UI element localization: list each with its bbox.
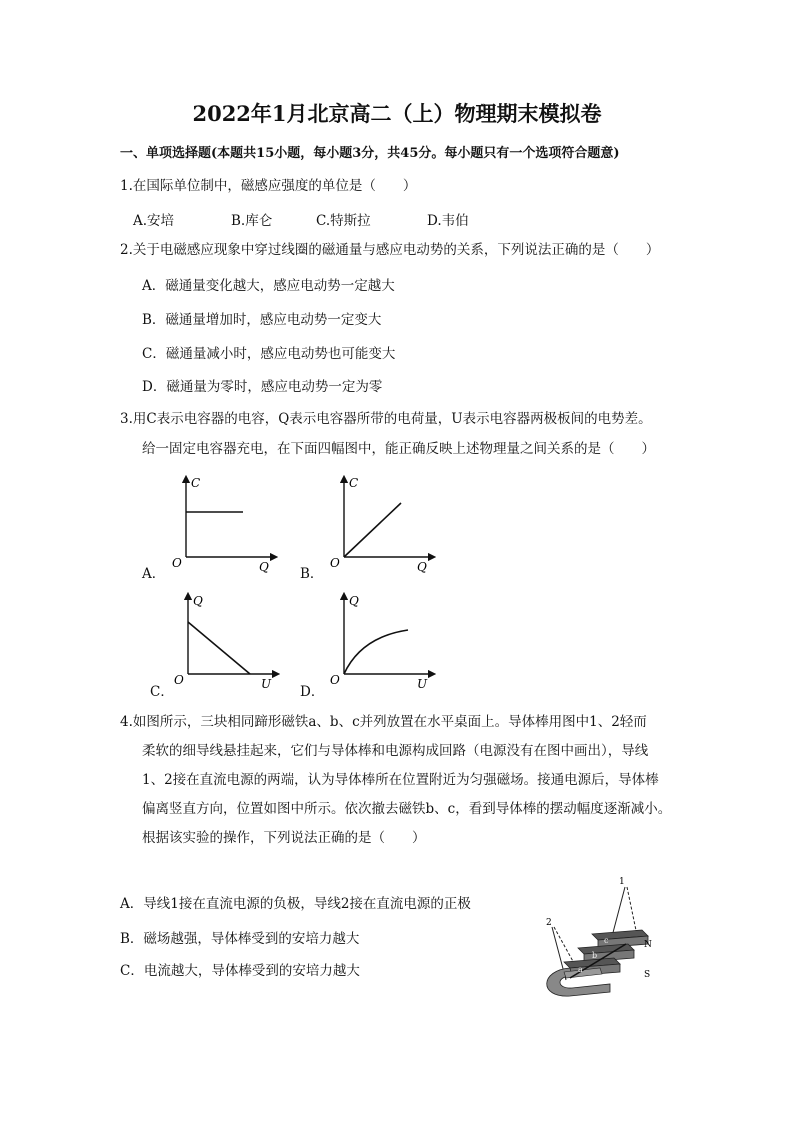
q1-option-a: A.安培 [133, 213, 175, 229]
label-b: b [592, 951, 598, 960]
label-s: S [644, 970, 651, 980]
q2-option-a: A．磁通量变化越大，感应电动势一定越大 [142, 278, 395, 294]
graph-d-x-label: U [417, 677, 428, 691]
graph-b-x-label: Q [417, 560, 427, 574]
label-n: N [644, 940, 652, 950]
q1-option-d: D.韦伯 [427, 213, 469, 229]
graph-b-curve [344, 503, 401, 557]
q1-stem: 1.在国际单位制中，磁感应强度的单位是（ ） [120, 178, 417, 194]
q4-stem-line1: 4.如图所示，三块相同蹄形磁铁a、b、c并列放置在水平桌面上。导体棒用图中1、2轻而 [120, 714, 647, 730]
label-a: a [578, 965, 583, 974]
q4-option-b: B．磁场越强，导体棒受到的安培力越大 [120, 931, 360, 947]
q1-option-c: C.特斯拉 [316, 213, 371, 229]
q4-option-c: C．电流越大，导体棒受到的安培力越大 [120, 963, 360, 979]
q3-stem-line1: 3.用C表示电容器的电容，Q表示电容器所带的电荷量，U表示电容器两极板间的电势差。 [120, 411, 652, 427]
label-c: c [604, 936, 609, 945]
graph-d-curve [344, 630, 408, 674]
graph-b-label: B． [300, 566, 324, 582]
graph-a-label: A． [142, 566, 166, 582]
q2-option-b: B．磁通量增加时，感应电动势一定变大 [142, 312, 382, 328]
q1-option-b: B.库仑 [231, 213, 273, 229]
graph-d [326, 592, 438, 692]
graph-c-label: C． [150, 684, 174, 700]
graph-a-origin: O [172, 556, 182, 570]
label-wire-1: 1 [619, 877, 625, 887]
graph-d-origin: O [330, 673, 340, 687]
magnet-figure [530, 872, 680, 1007]
q2-stem: 2.关于电磁感应现象中穿过线圈的磁通量与感应电动势的关系，下列说法正确的是（ ） [120, 242, 660, 258]
graph-b [326, 475, 438, 575]
q4-stem-line5: 根据该实验的操作，下列说法正确的是（ ） [142, 830, 426, 846]
graph-a-y-label: C [191, 476, 201, 490]
q2-option-d: D．磁通量为零时，感应电动势一定为零 [142, 379, 383, 395]
q4-option-a: A．导线1接在直流电源的负极，导线2接在直流电源的正极 [120, 896, 471, 912]
graph-c [170, 592, 282, 692]
label-wire-2: 2 [546, 918, 552, 928]
section-heading: 一、单项选择题(本题共15小题，每小题3分，共45分。每小题只有一个选项符合题意) [120, 146, 620, 161]
graph-d-label: D． [300, 684, 325, 700]
graph-c-origin: O [174, 673, 184, 687]
q4-stem-line3: 1、2接在直流电源的两端，认为导体棒所在位置附近为匀强磁场。接通电源后，导体棒 [142, 772, 659, 788]
graph-c-y-label: Q [193, 594, 203, 608]
page-title: 2022年1月北京高二（上）物理期末模拟卷 [192, 101, 602, 126]
q4-stem-line2: 柔软的细导线悬挂起来，它们与导体棒和电源构成回路（电源没有在图中画出），导线 [142, 743, 649, 759]
graph-d-y-label: Q [349, 594, 359, 608]
graph-c-x-label: U [261, 677, 272, 691]
q3-stem-line2: 给一固定电容器充电，在下面四幅图中，能正确反映上述物理量之间关系的是（ ） [142, 441, 655, 457]
graph-c-curve [188, 622, 250, 674]
graph-a-x-label: Q [259, 560, 269, 574]
q2-option-c: C．磁通量减小时，感应电动势也可能变大 [142, 346, 396, 362]
graph-a [168, 475, 280, 575]
q4-stem-line4: 偏离竖直方向，位置如图中所示。依次撤去磁铁b、c，看到导体棒的摆动幅度逐渐减小。 [142, 801, 672, 817]
graph-b-y-label: C [349, 476, 359, 490]
graph-b-origin: O [330, 556, 340, 570]
